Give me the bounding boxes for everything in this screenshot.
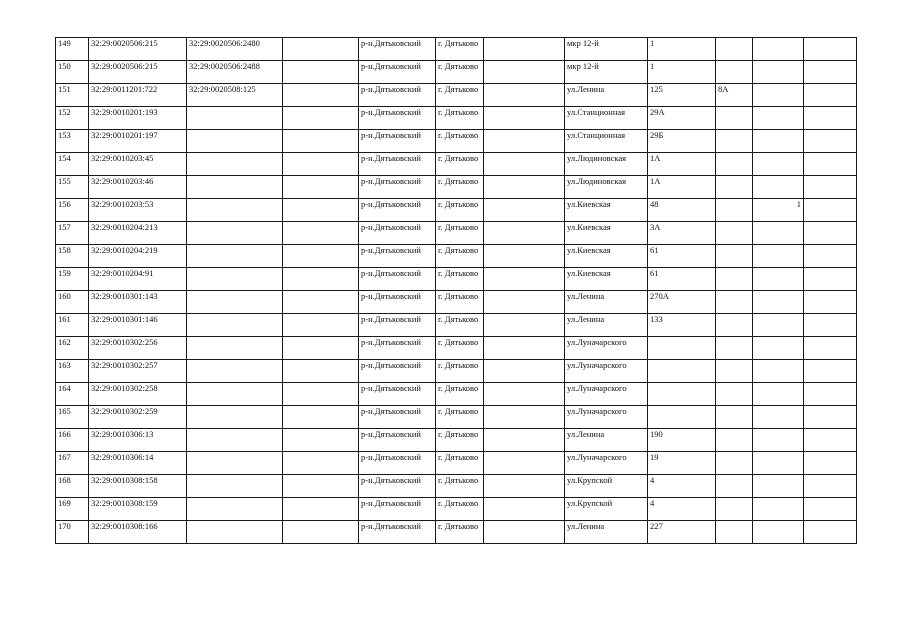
blank-cell bbox=[804, 337, 857, 360]
blank-cell bbox=[804, 406, 857, 429]
city-cell: г. Дятьково bbox=[436, 383, 484, 406]
table-row bbox=[56, 383, 857, 406]
secondary-cadastral-number-cell bbox=[187, 521, 283, 544]
row-number-cell: 153 bbox=[56, 130, 89, 153]
house-number-cell: 1 bbox=[648, 38, 716, 61]
house-number-cell: 270А bbox=[648, 291, 716, 314]
street-cell: ул.Крупской bbox=[565, 498, 648, 521]
extra-cell bbox=[753, 61, 804, 84]
blank-cell bbox=[484, 199, 565, 222]
table-row bbox=[56, 268, 857, 291]
cadastral-number-cell: 32:29:0010302:259 bbox=[89, 406, 187, 429]
cadastral-number-cell: 32:29:0010204:213 bbox=[89, 222, 187, 245]
extra-cell bbox=[753, 176, 804, 199]
extra-cell bbox=[753, 406, 804, 429]
blank-cell bbox=[283, 268, 359, 291]
district-cell: р-н.Дятьковский bbox=[359, 360, 436, 383]
house-number-cell: 61 bbox=[648, 245, 716, 268]
house-number-cell bbox=[648, 360, 716, 383]
district-cell: р-н.Дятьковский bbox=[359, 498, 436, 521]
city-cell: г. Дятьково bbox=[436, 360, 484, 383]
row-number-cell: 152 bbox=[56, 107, 89, 130]
secondary-cadastral-number-cell: 32:29:0020508:125 bbox=[187, 84, 283, 107]
table-row bbox=[56, 176, 857, 199]
building-cell bbox=[716, 222, 753, 245]
street-cell: ул.Луначарского bbox=[565, 360, 648, 383]
table-row bbox=[56, 245, 857, 268]
cadastral-number-cell: 32:29:0010302:258 bbox=[89, 383, 187, 406]
table-row bbox=[56, 61, 857, 84]
city-cell: г. Дятьково bbox=[436, 452, 484, 475]
house-number-cell: 4 bbox=[648, 498, 716, 521]
building-cell bbox=[716, 521, 753, 544]
blank-cell bbox=[484, 337, 565, 360]
row-number-cell: 167 bbox=[56, 452, 89, 475]
extra-cell bbox=[753, 153, 804, 176]
street-cell: мкр 12-й bbox=[565, 38, 648, 61]
cadastral-number-cell: 32:29:0020506:215 bbox=[89, 61, 187, 84]
row-number-cell: 150 bbox=[56, 61, 89, 84]
cadastral-number-cell: 32:29:0010306:13 bbox=[89, 429, 187, 452]
building-cell bbox=[716, 475, 753, 498]
blank-cell bbox=[484, 176, 565, 199]
table-row bbox=[56, 498, 857, 521]
blank-cell bbox=[283, 452, 359, 475]
blank-cell bbox=[484, 383, 565, 406]
city-cell: г. Дятьково bbox=[436, 84, 484, 107]
row-number-cell: 161 bbox=[56, 314, 89, 337]
blank-cell bbox=[804, 61, 857, 84]
row-number-cell: 160 bbox=[56, 291, 89, 314]
house-number-cell: 29Б bbox=[648, 130, 716, 153]
building-cell bbox=[716, 429, 753, 452]
blank-cell bbox=[804, 84, 857, 107]
blank-cell bbox=[804, 245, 857, 268]
secondary-cadastral-number-cell bbox=[187, 475, 283, 498]
extra-cell bbox=[753, 337, 804, 360]
house-number-cell: 125 bbox=[648, 84, 716, 107]
blank-cell bbox=[804, 452, 857, 475]
secondary-cadastral-number-cell bbox=[187, 406, 283, 429]
blank-cell bbox=[484, 360, 565, 383]
extra-cell bbox=[753, 429, 804, 452]
cadastral-number-cell: 32:29:0010201:197 bbox=[89, 130, 187, 153]
city-cell: г. Дятьково bbox=[436, 176, 484, 199]
street-cell: ул.Киевская bbox=[565, 199, 648, 222]
city-cell: г. Дятьково bbox=[436, 268, 484, 291]
secondary-cadastral-number-cell bbox=[187, 199, 283, 222]
registry-body bbox=[56, 38, 857, 544]
extra-cell bbox=[753, 475, 804, 498]
city-cell: г. Дятьково bbox=[436, 61, 484, 84]
row-number-cell: 170 bbox=[56, 521, 89, 544]
blank-cell bbox=[283, 406, 359, 429]
table-row bbox=[56, 360, 857, 383]
street-cell: ул.Станционная bbox=[565, 130, 648, 153]
cadastral-number-cell: 32:29:0010204:91 bbox=[89, 268, 187, 291]
house-number-cell: 61 bbox=[648, 268, 716, 291]
district-cell: р-н.Дятьковский bbox=[359, 337, 436, 360]
secondary-cadastral-number-cell: 32:29:0020506:2480 bbox=[187, 38, 283, 61]
cadastral-number-cell: 32:29:0010306:14 bbox=[89, 452, 187, 475]
blank-cell bbox=[283, 291, 359, 314]
street-cell: ул.Людиновская bbox=[565, 176, 648, 199]
secondary-cadastral-number-cell bbox=[187, 268, 283, 291]
house-number-cell: 1А bbox=[648, 153, 716, 176]
district-cell: р-н.Дятьковский bbox=[359, 38, 436, 61]
house-number-cell: 227 bbox=[648, 521, 716, 544]
extra-cell bbox=[753, 291, 804, 314]
row-number-cell: 165 bbox=[56, 406, 89, 429]
blank-cell bbox=[804, 176, 857, 199]
street-cell: ул.Крупской bbox=[565, 475, 648, 498]
blank-cell bbox=[283, 521, 359, 544]
building-cell bbox=[716, 130, 753, 153]
extra-cell bbox=[753, 383, 804, 406]
blank-cell bbox=[484, 130, 565, 153]
blank-cell bbox=[804, 153, 857, 176]
street-cell: ул.Ленина bbox=[565, 291, 648, 314]
secondary-cadastral-number-cell bbox=[187, 337, 283, 360]
blank-cell bbox=[283, 153, 359, 176]
cadastral-number-cell: 32:29:0010301:143 bbox=[89, 291, 187, 314]
city-cell: г. Дятьково bbox=[436, 521, 484, 544]
blank-cell bbox=[804, 38, 857, 61]
blank-cell bbox=[283, 383, 359, 406]
row-number-cell: 166 bbox=[56, 429, 89, 452]
cadastral-number-cell: 32:29:0010308:159 bbox=[89, 498, 187, 521]
row-number-cell: 155 bbox=[56, 176, 89, 199]
row-number-cell: 164 bbox=[56, 383, 89, 406]
blank-cell bbox=[283, 38, 359, 61]
blank-cell bbox=[283, 176, 359, 199]
table-row bbox=[56, 337, 857, 360]
blank-cell bbox=[804, 475, 857, 498]
building-cell bbox=[716, 314, 753, 337]
blank-cell bbox=[804, 291, 857, 314]
secondary-cadastral-number-cell bbox=[187, 130, 283, 153]
cadastral-number-cell: 32:29:0020506:215 bbox=[89, 38, 187, 61]
street-cell: ул.Луначарского bbox=[565, 452, 648, 475]
blank-cell bbox=[283, 429, 359, 452]
cadastral-number-cell: 32:29:0011201:722 bbox=[89, 84, 187, 107]
street-cell: ул.Станционная bbox=[565, 107, 648, 130]
table-row bbox=[56, 291, 857, 314]
city-cell: г. Дятьково bbox=[436, 38, 484, 61]
street-cell: ул.Ленина bbox=[565, 84, 648, 107]
table-row bbox=[56, 38, 857, 61]
table-row bbox=[56, 521, 857, 544]
secondary-cadastral-number-cell bbox=[187, 222, 283, 245]
district-cell: р-н.Дятьковский bbox=[359, 61, 436, 84]
district-cell: р-н.Дятьковский bbox=[359, 452, 436, 475]
building-cell bbox=[716, 498, 753, 521]
extra-cell bbox=[753, 360, 804, 383]
building-cell bbox=[716, 153, 753, 176]
secondary-cadastral-number-cell bbox=[187, 383, 283, 406]
blank-cell bbox=[484, 314, 565, 337]
building-cell bbox=[716, 452, 753, 475]
extra-cell bbox=[753, 130, 804, 153]
cadastral-number-cell: 32:29:0010308:158 bbox=[89, 475, 187, 498]
extra-cell bbox=[753, 521, 804, 544]
city-cell: г. Дятьково bbox=[436, 337, 484, 360]
blank-cell bbox=[804, 130, 857, 153]
blank-cell bbox=[283, 199, 359, 222]
cadastral-number-cell: 32:29:0010302:257 bbox=[89, 360, 187, 383]
secondary-cadastral-number-cell bbox=[187, 314, 283, 337]
secondary-cadastral-number-cell bbox=[187, 498, 283, 521]
street-cell: ул.Ленина bbox=[565, 521, 648, 544]
building-cell: 8А bbox=[716, 84, 753, 107]
house-number-cell: 1А bbox=[648, 176, 716, 199]
street-cell: ул.Киевская bbox=[565, 245, 648, 268]
blank-cell bbox=[804, 268, 857, 291]
registry-table bbox=[55, 37, 857, 544]
blank-cell bbox=[283, 337, 359, 360]
extra-cell bbox=[753, 222, 804, 245]
building-cell bbox=[716, 107, 753, 130]
table-row bbox=[56, 452, 857, 475]
row-number-cell: 156 bbox=[56, 199, 89, 222]
blank-cell bbox=[484, 222, 565, 245]
extra-cell bbox=[753, 245, 804, 268]
district-cell: р-н.Дятьковский bbox=[359, 521, 436, 544]
blank-cell bbox=[484, 406, 565, 429]
city-cell: г. Дятьково bbox=[436, 429, 484, 452]
extra-cell bbox=[753, 498, 804, 521]
house-number-cell: 133 bbox=[648, 314, 716, 337]
row-number-cell: 154 bbox=[56, 153, 89, 176]
extra-cell bbox=[753, 268, 804, 291]
blank-cell bbox=[484, 291, 565, 314]
blank-cell bbox=[283, 475, 359, 498]
secondary-cadastral-number-cell bbox=[187, 153, 283, 176]
blank-cell bbox=[283, 84, 359, 107]
row-number-cell: 157 bbox=[56, 222, 89, 245]
secondary-cadastral-number-cell bbox=[187, 245, 283, 268]
blank-cell bbox=[804, 383, 857, 406]
district-cell: р-н.Дятьковский bbox=[359, 199, 436, 222]
table-row bbox=[56, 130, 857, 153]
blank-cell bbox=[283, 130, 359, 153]
city-cell: г. Дятьково bbox=[436, 406, 484, 429]
district-cell: р-н.Дятьковский bbox=[359, 107, 436, 130]
row-number-cell: 163 bbox=[56, 360, 89, 383]
cadastral-number-cell: 32:29:0010201:193 bbox=[89, 107, 187, 130]
blank-cell bbox=[484, 429, 565, 452]
table-row bbox=[56, 475, 857, 498]
blank-cell bbox=[804, 222, 857, 245]
street-cell: ул.Ленина bbox=[565, 429, 648, 452]
city-cell: г. Дятьково bbox=[436, 153, 484, 176]
cadastral-number-cell: 32:29:0010203:53 bbox=[89, 199, 187, 222]
table-row bbox=[56, 406, 857, 429]
blank-cell bbox=[283, 107, 359, 130]
secondary-cadastral-number-cell bbox=[187, 176, 283, 199]
street-cell: ул.Киевская bbox=[565, 222, 648, 245]
extra-cell bbox=[753, 38, 804, 61]
extra-cell bbox=[753, 314, 804, 337]
blank-cell bbox=[804, 107, 857, 130]
district-cell: р-н.Дятьковский bbox=[359, 429, 436, 452]
secondary-cadastral-number-cell bbox=[187, 452, 283, 475]
building-cell bbox=[716, 199, 753, 222]
cadastral-number-cell: 32:29:0010301:146 bbox=[89, 314, 187, 337]
secondary-cadastral-number-cell bbox=[187, 429, 283, 452]
blank-cell bbox=[484, 498, 565, 521]
row-number-cell: 158 bbox=[56, 245, 89, 268]
district-cell: р-н.Дятьковский bbox=[359, 245, 436, 268]
city-cell: г. Дятьково bbox=[436, 475, 484, 498]
blank-cell bbox=[484, 38, 565, 61]
district-cell: р-н.Дятьковский bbox=[359, 406, 436, 429]
blank-cell bbox=[484, 61, 565, 84]
row-number-cell: 169 bbox=[56, 498, 89, 521]
table-row bbox=[56, 199, 857, 222]
street-cell: ул.Киевская bbox=[565, 268, 648, 291]
street-cell: ул.Людиновская bbox=[565, 153, 648, 176]
extra-cell bbox=[753, 107, 804, 130]
blank-cell bbox=[804, 498, 857, 521]
city-cell: г. Дятьково bbox=[436, 498, 484, 521]
building-cell bbox=[716, 291, 753, 314]
district-cell: р-н.Дятьковский bbox=[359, 268, 436, 291]
extra-cell bbox=[753, 452, 804, 475]
blank-cell bbox=[484, 107, 565, 130]
building-cell bbox=[716, 383, 753, 406]
house-number-cell: 3А bbox=[648, 222, 716, 245]
secondary-cadastral-number-cell: 32:29:0020506:2488 bbox=[187, 61, 283, 84]
row-number-cell: 151 bbox=[56, 84, 89, 107]
secondary-cadastral-number-cell bbox=[187, 291, 283, 314]
blank-cell bbox=[484, 84, 565, 107]
blank-cell bbox=[804, 521, 857, 544]
street-cell: ул.Ленина bbox=[565, 314, 648, 337]
cadastral-number-cell: 32:29:0010203:46 bbox=[89, 176, 187, 199]
cadastral-number-cell: 32:29:0010308:166 bbox=[89, 521, 187, 544]
blank-cell bbox=[283, 360, 359, 383]
blank-cell bbox=[283, 245, 359, 268]
city-cell: г. Дятьково bbox=[436, 107, 484, 130]
building-cell bbox=[716, 61, 753, 84]
house-number-cell: 29А bbox=[648, 107, 716, 130]
district-cell: р-н.Дятьковский bbox=[359, 84, 436, 107]
blank-cell bbox=[804, 360, 857, 383]
house-number-cell: 48 bbox=[648, 199, 716, 222]
building-cell bbox=[716, 337, 753, 360]
blank-cell bbox=[484, 245, 565, 268]
house-number-cell: 190 bbox=[648, 429, 716, 452]
table-row bbox=[56, 222, 857, 245]
city-cell: г. Дятьково bbox=[436, 199, 484, 222]
row-number-cell: 149 bbox=[56, 38, 89, 61]
blank-cell bbox=[283, 61, 359, 84]
house-number-cell bbox=[648, 406, 716, 429]
building-cell bbox=[716, 268, 753, 291]
street-cell: ул.Луначарского bbox=[565, 337, 648, 360]
blank-cell bbox=[484, 452, 565, 475]
blank-cell bbox=[484, 268, 565, 291]
row-number-cell: 159 bbox=[56, 268, 89, 291]
street-cell: ул.Луначарского bbox=[565, 406, 648, 429]
cadastral-number-cell: 32:29:0010203:45 bbox=[89, 153, 187, 176]
row-number-cell: 162 bbox=[56, 337, 89, 360]
blank-cell bbox=[804, 314, 857, 337]
cadastral-number-cell: 32:29:0010204:219 bbox=[89, 245, 187, 268]
blank-cell bbox=[484, 475, 565, 498]
house-number-cell: 1 bbox=[648, 61, 716, 84]
city-cell: г. Дятьково bbox=[436, 222, 484, 245]
district-cell: р-н.Дятьковский bbox=[359, 130, 436, 153]
district-cell: р-н.Дятьковский bbox=[359, 153, 436, 176]
table-row bbox=[56, 107, 857, 130]
cadastral-number-cell: 32:29:0010302:256 bbox=[89, 337, 187, 360]
district-cell: р-н.Дятьковский bbox=[359, 222, 436, 245]
extra-cell: 1 bbox=[753, 199, 804, 222]
blank-cell bbox=[283, 314, 359, 337]
city-cell: г. Дятьково bbox=[436, 314, 484, 337]
table-row bbox=[56, 153, 857, 176]
house-number-cell bbox=[648, 337, 716, 360]
blank-cell bbox=[804, 429, 857, 452]
building-cell bbox=[716, 38, 753, 61]
district-cell: р-н.Дятьковский bbox=[359, 176, 436, 199]
secondary-cadastral-number-cell bbox=[187, 360, 283, 383]
district-cell: р-н.Дятьковский bbox=[359, 291, 436, 314]
blank-cell bbox=[484, 153, 565, 176]
house-number-cell bbox=[648, 383, 716, 406]
blank-cell bbox=[283, 222, 359, 245]
city-cell: г. Дятьково bbox=[436, 130, 484, 153]
table-row bbox=[56, 429, 857, 452]
city-cell: г. Дятьково bbox=[436, 245, 484, 268]
row-number-cell: 168 bbox=[56, 475, 89, 498]
blank-cell bbox=[283, 498, 359, 521]
house-number-cell: 4 bbox=[648, 475, 716, 498]
building-cell bbox=[716, 406, 753, 429]
secondary-cadastral-number-cell bbox=[187, 107, 283, 130]
blank-cell bbox=[804, 199, 857, 222]
table-row bbox=[56, 84, 857, 107]
building-cell bbox=[716, 176, 753, 199]
street-cell: мкр 12-й bbox=[565, 61, 648, 84]
blank-cell bbox=[484, 521, 565, 544]
district-cell: р-н.Дятьковский bbox=[359, 314, 436, 337]
district-cell: р-н.Дятьковский bbox=[359, 383, 436, 406]
house-number-cell: 19 bbox=[648, 452, 716, 475]
table-row bbox=[56, 314, 857, 337]
street-cell: ул.Луначарского bbox=[565, 383, 648, 406]
building-cell bbox=[716, 360, 753, 383]
extra-cell bbox=[753, 84, 804, 107]
district-cell: р-н.Дятьковский bbox=[359, 475, 436, 498]
building-cell bbox=[716, 245, 753, 268]
city-cell: г. Дятьково bbox=[436, 291, 484, 314]
